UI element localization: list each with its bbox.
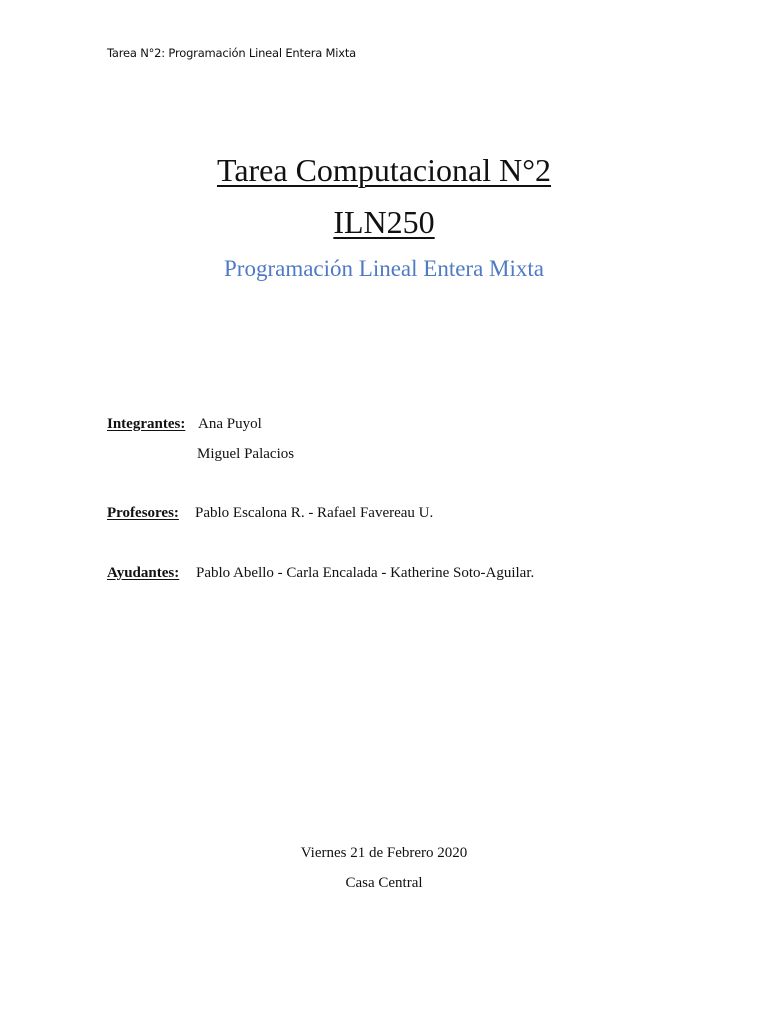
submission-date: Viernes 21 de Febrero 2020 — [300, 845, 468, 861]
member-name: Miguel Palacios — [197, 446, 295, 462]
ayudantes-value: Pablo Abello - Carla Encalada - Katherine Soto-Aguilar. — [196, 565, 535, 581]
campus-location: Casa Central — [345, 875, 423, 891]
integrantes-label: Integrantes: — [107, 416, 186, 432]
ayudantes-row — [107, 563, 179, 583]
document-title-text: Tarea Computacional N°2 — [217, 152, 551, 188]
profesores-label: Profesores: — [107, 505, 179, 521]
running-header: Tarea N°2: Programación Lineal Entera Mixta — [107, 46, 356, 60]
document-title — [0, 150, 768, 190]
member-name: Ana Puyol — [198, 416, 262, 432]
profesores-row — [107, 503, 179, 523]
course-code-text: ILN250 — [333, 204, 435, 240]
integrantes-row — [107, 414, 185, 434]
profesores-value: Pablo Escalona R. - Rafael Favereau U. — [195, 505, 434, 521]
document-subtitle: Programación Lineal Entera Mixta — [224, 256, 544, 281]
course-code — [0, 202, 768, 242]
ayudantes-label: Ayudantes: — [107, 565, 180, 581]
